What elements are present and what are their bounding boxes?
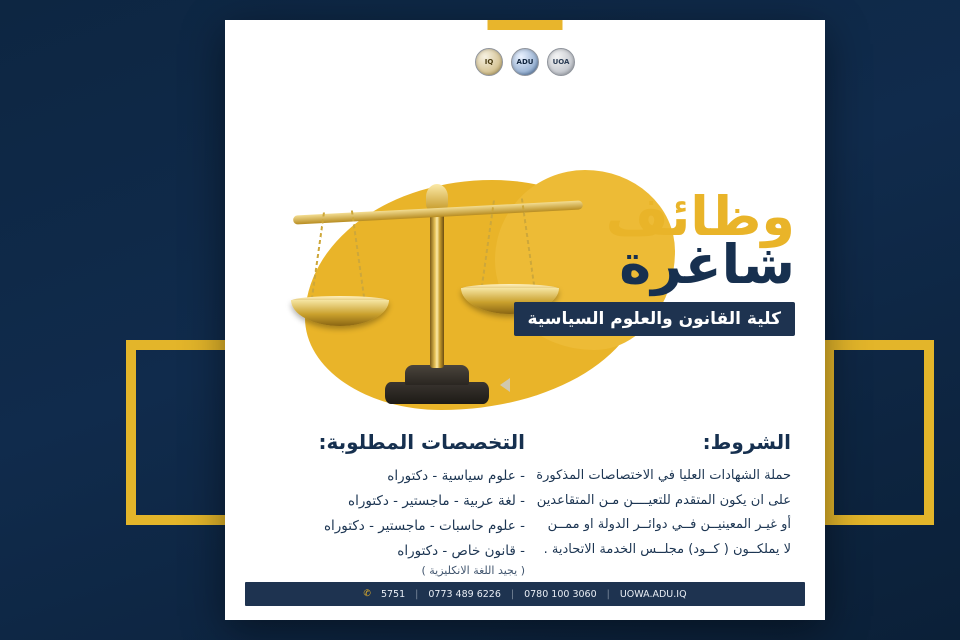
scale-finial [426, 184, 448, 210]
headline-block [495, 185, 795, 336]
university-seal-2-icon: ADU [511, 48, 539, 76]
specialty-item: - لغة عربية - ماجستير - دكتوراه [348, 492, 525, 509]
specialties-column [259, 430, 525, 577]
footer-separator: | [415, 588, 419, 600]
specialty-item: - علوم حاسبات - ماجستير - دكتوراه [323, 517, 525, 534]
conditions-column [525, 430, 791, 577]
scale-column [430, 208, 444, 368]
specialty-item: - علوم سياسية - دكتوراه [387, 468, 525, 484]
headline-line-2: شاغرة [619, 233, 795, 296]
headline-line-1: وظائف [605, 185, 795, 248]
university-seal-3-icon: IQ [475, 48, 503, 76]
top-accent-tab [488, 20, 563, 30]
conditions-line: لا يملكــون ( كــود) مجلــس الخدمة الاتحادية . [543, 542, 791, 558]
play-triangle-icon [500, 378, 510, 392]
decorative-frame-right [824, 340, 934, 525]
specialties-note: ( يجيد اللغة الانكليزية ) [421, 563, 525, 577]
footer-website: UOWA.ADU.IQ [619, 588, 687, 600]
footer-separator: | [606, 588, 610, 600]
poster-card [225, 20, 825, 620]
scale-base-top [405, 365, 469, 385]
content-columns [225, 430, 825, 577]
logo-row [475, 48, 575, 76]
conditions-line: أو غيـر المعينيــن فــي دوائــر الدولة او ممــن [547, 517, 791, 533]
footer-contact-bar [245, 582, 805, 606]
conditions-line: حملة الشهادات العليا في الاختصاصات المذكورة [536, 468, 791, 483]
specialty-item: - قانون خاص - دكتوراه [397, 542, 525, 559]
footer-contact: 0780 100 3060 [524, 588, 597, 600]
scale-pan-left [291, 300, 389, 326]
footer-contact: 5751 [380, 588, 406, 600]
scale-chain [351, 210, 365, 297]
conditions-line: على ان يكون المتقدم للتعيــــن مـن المتقاعدين [536, 492, 791, 508]
scale-chain [311, 212, 325, 297]
scale-base [385, 382, 489, 404]
conditions-title: الشروط: [702, 430, 791, 454]
university-seal-1-icon: UOA [547, 48, 575, 76]
footer-separator: | [510, 588, 515, 600]
subtitle-banner: كلية القانون والعلوم السياسية [514, 302, 795, 336]
specialties-title: التخصصات المطلوبة: [318, 430, 525, 454]
phone-icon: ✆ [363, 589, 371, 599]
footer-contact: 0773 489 6226 [428, 588, 501, 600]
